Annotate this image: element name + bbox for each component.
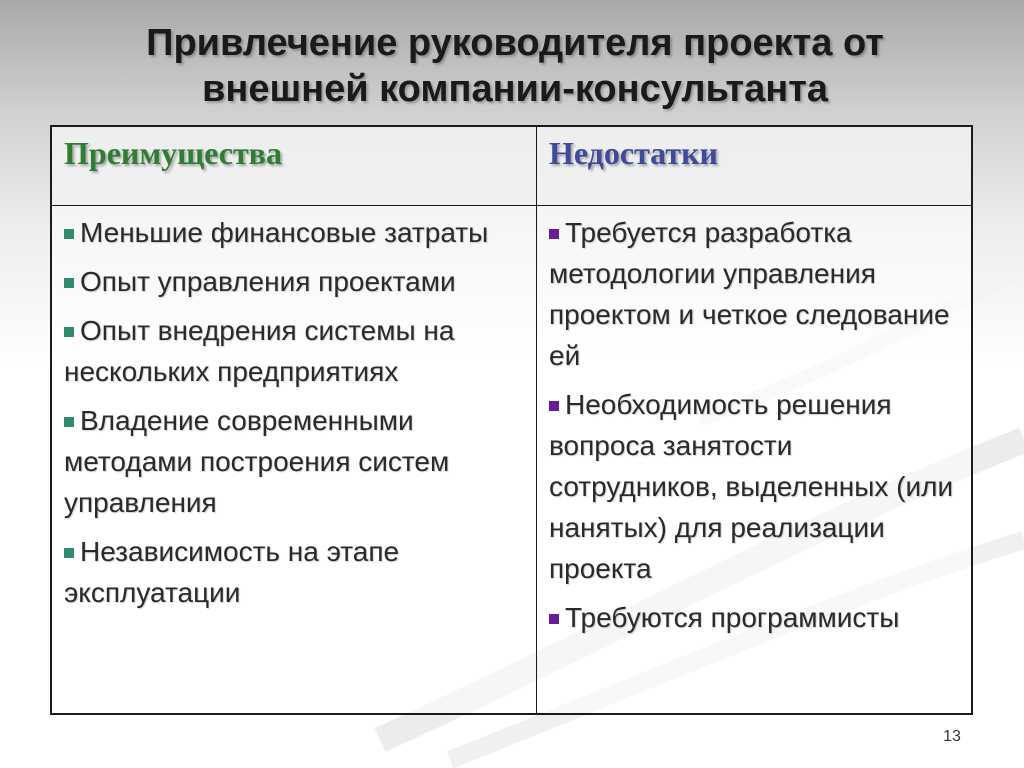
comparison-table (50, 125, 973, 715)
list-item: Требуется разработка методологии управления проектом и четкое следование ей (549, 217, 950, 371)
disadvantages-cell (537, 206, 973, 715)
list-item: Меньшие финансовые затраты (64, 212, 526, 253)
advantages-header: Преимущества (51, 126, 537, 206)
list-item: Требуются программисты (549, 597, 961, 638)
slide-title: Привлечение руководителя проекта от внешней компании-консультанта (146, 22, 884, 110)
list-item: Необходимость решения вопроса занятости сотрудников, выделенных (или нанятых) для реализации проекта (549, 389, 954, 584)
square-bullet-icon (549, 614, 559, 624)
disadvantages-list (549, 212, 961, 638)
content-row (51, 206, 972, 715)
square-bullet-icon (549, 229, 559, 239)
disadvantages-header: Недостатки (537, 126, 973, 206)
square-bullet-icon (64, 327, 74, 337)
list-item: Независимость на этапе эксплуатации (64, 536, 400, 608)
square-bullet-icon (64, 548, 74, 558)
square-bullet-icon (64, 229, 74, 239)
page-number: 13 (943, 728, 961, 745)
advantages-cell (51, 206, 537, 715)
header-row (51, 126, 972, 206)
square-bullet-icon (64, 278, 74, 288)
list-item: Опыт управления проектами (64, 261, 526, 302)
square-bullet-icon (549, 401, 559, 411)
advantages-list (64, 212, 526, 613)
square-bullet-icon (64, 417, 74, 427)
list-item: Опыт внедрения системы на нескольких предприятиях (64, 315, 455, 387)
list-item: Владение современными методами построения систем управления (64, 405, 450, 518)
